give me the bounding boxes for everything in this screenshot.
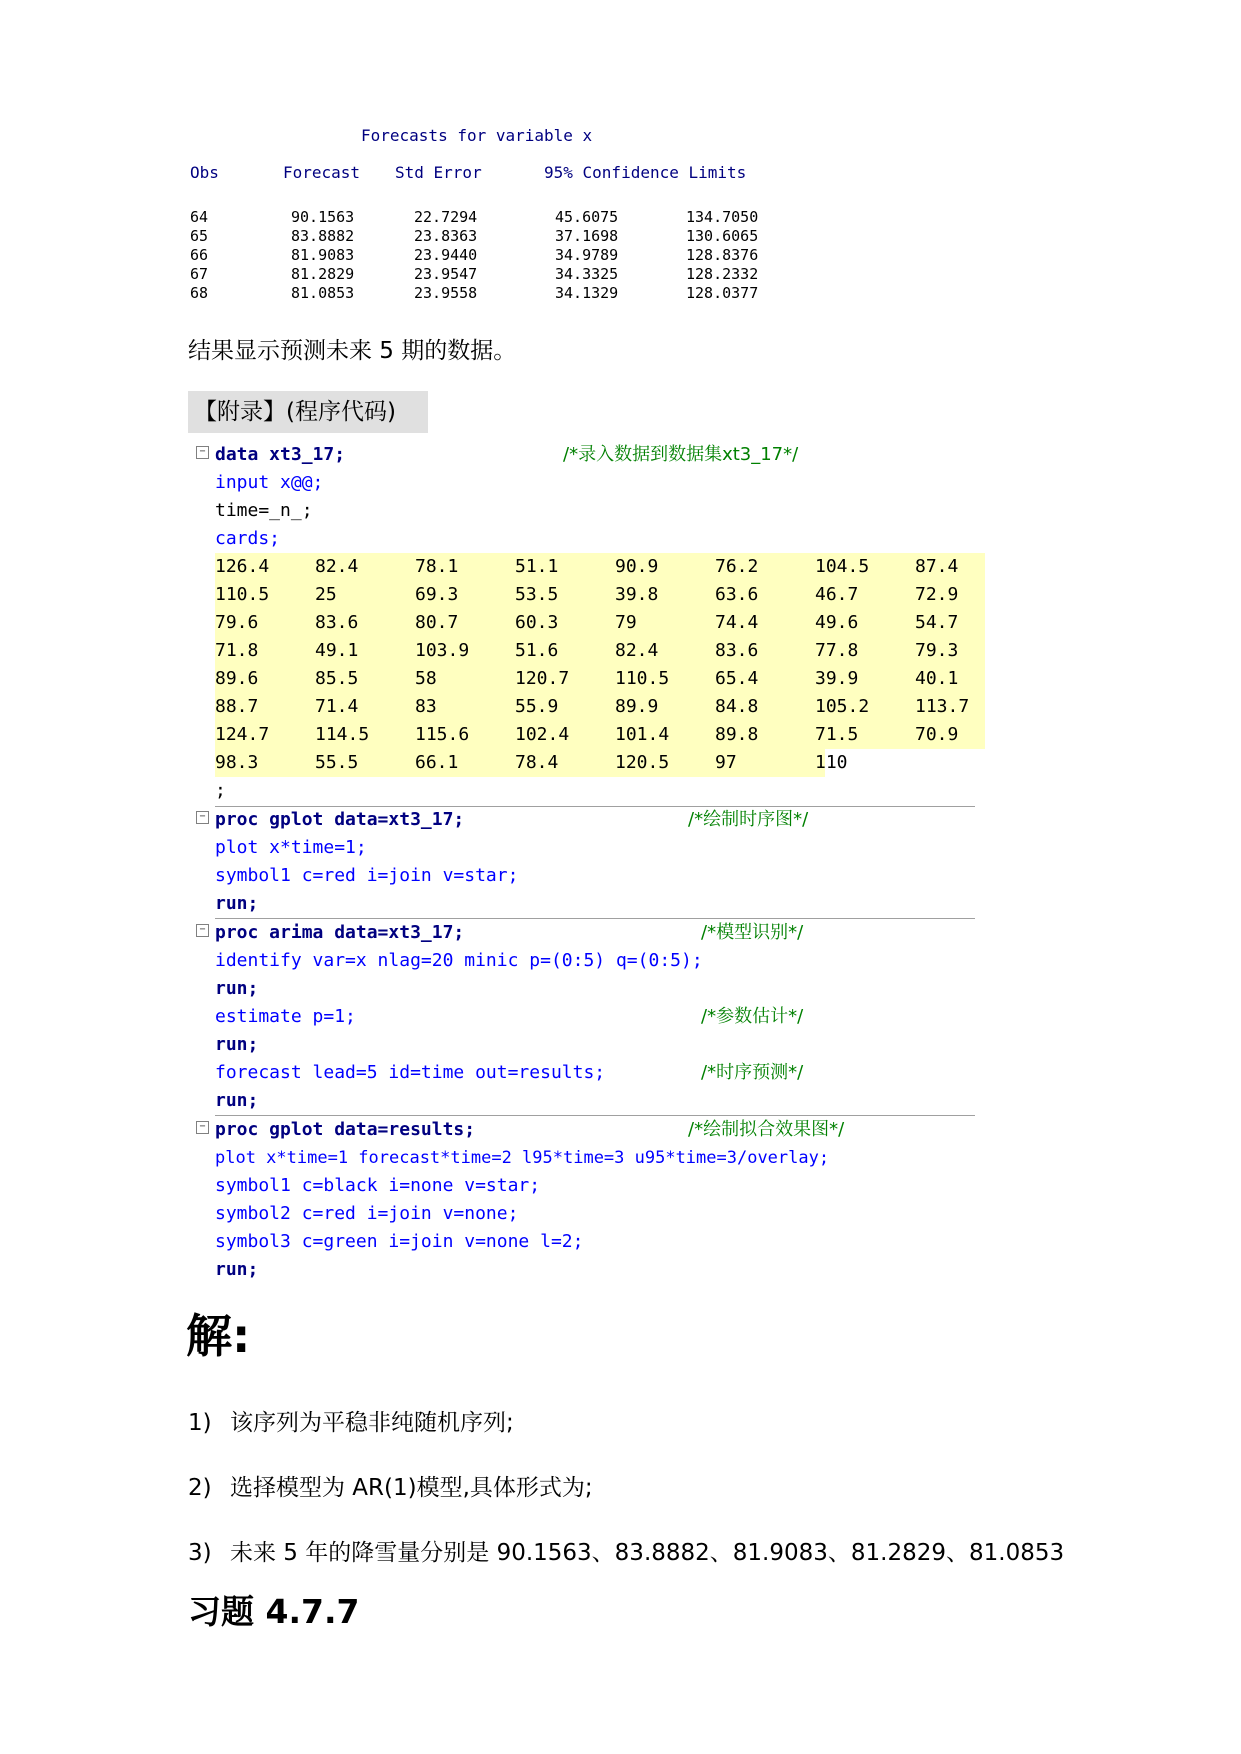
code-line: time=_n_; xyxy=(215,500,313,521)
data-value: 25 xyxy=(315,584,337,605)
data-value: 39.8 xyxy=(615,584,659,605)
answer-text: 选择模型为 AR(1)模型,具体形式为; xyxy=(230,1475,593,1501)
data-value: 71.8 xyxy=(215,640,259,661)
data-value: 78.1 xyxy=(415,556,459,577)
code-line: symbol1 c=black i=none v=star; xyxy=(215,1175,541,1196)
data-line xyxy=(215,581,985,609)
header-std-error: Std Error xyxy=(395,163,482,182)
forecast-cell: 34.3325 xyxy=(555,265,619,283)
data-value: 63.6 xyxy=(715,584,759,605)
forecast-cell: 81.9083 xyxy=(291,246,355,264)
data-value: 89.9 xyxy=(615,696,659,717)
header-confidence-limits: 95% Confidence Limits xyxy=(544,163,747,182)
forecast-cell: 65 xyxy=(190,227,209,245)
data-value: 71.5 xyxy=(815,724,859,745)
data-value: 83.6 xyxy=(715,640,759,661)
code-comment: /*绘制时序图*/ xyxy=(688,809,809,830)
code-comment: /*录入数据到数据集xt3_17*/ xyxy=(563,444,799,465)
forecast-title: Forecasts for variable x xyxy=(361,126,593,145)
forecast-cell: 64 xyxy=(190,208,209,226)
data-value: 79 xyxy=(615,612,637,633)
code-line: run; xyxy=(215,893,259,914)
forecast-cell: 128.8376 xyxy=(686,246,759,264)
data-value: 39.9 xyxy=(815,668,859,689)
code-line: symbol3 c=green i=join v=none l=2; xyxy=(215,1231,584,1252)
data-value: 102.4 xyxy=(515,724,570,745)
data-line xyxy=(215,637,985,665)
data-value: 98.3 xyxy=(215,752,259,773)
data-value: 114.5 xyxy=(315,724,370,745)
data-value: 70.9 xyxy=(915,724,959,745)
answer-number: 1) xyxy=(188,1410,212,1436)
data-value: 113.7 xyxy=(915,696,970,717)
data-value: 71.4 xyxy=(315,696,359,717)
forecast-cell: 23.9440 xyxy=(414,246,478,264)
fold-toggle-icon[interactable]: − xyxy=(196,1121,209,1134)
data-value: 51.6 xyxy=(515,640,559,661)
data-value: 82.4 xyxy=(615,640,659,661)
data-value: 97 xyxy=(715,752,737,773)
next-section-heading: 习题 4.7.7 xyxy=(188,1592,360,1631)
data-line xyxy=(215,609,985,637)
forecast-cell: 128.2332 xyxy=(686,265,759,283)
forecast-cell: 37.1698 xyxy=(555,227,619,245)
forecast-cell: 81.0853 xyxy=(291,284,355,302)
data-value: 49.6 xyxy=(815,612,859,633)
data-value: 40.1 xyxy=(915,668,959,689)
data-line xyxy=(215,721,985,749)
data-value: 90.9 xyxy=(615,556,659,577)
forecast-cell: 67 xyxy=(190,265,209,283)
data-value: 76.2 xyxy=(715,556,759,577)
forecast-cell: 81.2829 xyxy=(291,265,355,283)
code-line: input x@@; xyxy=(215,472,324,493)
result-text: 结果显示预测未来 5 期的数据。 xyxy=(188,338,517,364)
data-value: 82.4 xyxy=(315,556,359,577)
data-value: 89.8 xyxy=(715,724,759,745)
code-line: run; xyxy=(215,1090,259,1111)
forecast-cell: 130.6065 xyxy=(686,227,759,245)
code-line: symbol1 c=red i=join v=star; xyxy=(215,865,519,886)
data-line xyxy=(215,749,848,777)
forecast-cell: 128.0377 xyxy=(686,284,759,302)
data-value: 104.5 xyxy=(815,556,870,577)
data-value: 85.5 xyxy=(315,668,359,689)
code-line: proc gplot data=results; xyxy=(215,1119,476,1140)
code-line: plot x*time=1 forecast*time=2 l95*time=3 u95*time=3/overlay; xyxy=(215,1148,830,1168)
code-line: estimate p=1; xyxy=(215,1006,356,1027)
data-value: 72.9 xyxy=(915,584,959,605)
code-comment: /*时序预测*/ xyxy=(701,1062,804,1083)
data-value: 65.4 xyxy=(715,668,759,689)
data-value: 79.6 xyxy=(215,612,259,633)
data-value: 77.8 xyxy=(815,640,859,661)
forecast-cell: 66 xyxy=(190,246,209,264)
data-value: 78.4 xyxy=(515,752,559,773)
forecast-cell: 83.8882 xyxy=(291,227,355,245)
data-value: 54.7 xyxy=(915,612,959,633)
data-value: 120.7 xyxy=(515,668,570,689)
code-comment: /*模型识别*/ xyxy=(701,922,804,943)
forecast-cell: 22.7294 xyxy=(414,208,478,226)
header-forecast: Forecast xyxy=(283,163,361,182)
data-value: 124.7 xyxy=(215,724,270,745)
data-value: 79.3 xyxy=(915,640,959,661)
code-line: run; xyxy=(215,1034,259,1055)
code-line: proc arima data=xt3_17; xyxy=(215,922,465,943)
data-line xyxy=(215,693,985,721)
data-value: 55.5 xyxy=(315,752,359,773)
code-line: ; xyxy=(215,780,226,801)
data-value: 55.9 xyxy=(515,696,559,717)
answer-number: 3) xyxy=(188,1540,212,1566)
appendix-label: 【附录】(程序代码) xyxy=(188,391,428,433)
data-value: 58 xyxy=(415,668,437,689)
data-value: 110.5 xyxy=(615,668,670,689)
code-line: plot x*time=1; xyxy=(215,837,367,858)
answer-number: 2) xyxy=(188,1475,212,1501)
data-value: 66.1 xyxy=(415,752,459,773)
data-value: 80.7 xyxy=(415,612,459,633)
fold-toggle-icon[interactable]: − xyxy=(196,924,209,937)
code-line: run; xyxy=(215,978,259,999)
data-value: 115.6 xyxy=(415,724,470,745)
data-value: 69.3 xyxy=(415,584,459,605)
data-value: 83.6 xyxy=(315,612,359,633)
data-value: 74.4 xyxy=(715,612,759,633)
code-line: identify var=x nlag=20 minic p=(0:5) q=(0:5); xyxy=(215,950,703,971)
data-value: 53.5 xyxy=(515,584,559,605)
code-line: data xt3_17; xyxy=(215,444,346,465)
answer-1 xyxy=(188,1404,514,1437)
answer-text: 未来 5 年的降雪量分别是 90.1563、83.8882、81.9083、81.2829、81.0853 xyxy=(230,1540,1065,1566)
code-line: run; xyxy=(215,1259,259,1280)
data-value: 101.4 xyxy=(615,724,670,745)
data-value: 110 xyxy=(815,752,848,773)
data-value: 83 xyxy=(415,696,437,717)
answer-3 xyxy=(188,1534,1064,1567)
code-comment: /*绘制拟合效果图*/ xyxy=(688,1119,845,1140)
forecast-cell: 34.9789 xyxy=(555,246,619,264)
code-comment: /*参数估计*/ xyxy=(701,1006,804,1027)
data-value: 89.6 xyxy=(215,668,259,689)
data-value: 60.3 xyxy=(515,612,559,633)
data-value: 87.4 xyxy=(915,556,959,577)
answer-2 xyxy=(188,1469,593,1502)
data-value: 110.5 xyxy=(215,584,270,605)
data-value: 51.1 xyxy=(515,556,559,577)
code-line: cards; xyxy=(215,528,281,549)
data-line xyxy=(215,665,985,693)
fold-toggle-icon[interactable]: − xyxy=(196,811,209,824)
data-value: 103.9 xyxy=(415,640,470,661)
forecast-cell: 68 xyxy=(190,284,209,302)
code-line: proc gplot data=xt3_17; xyxy=(215,809,465,830)
solution-heading: 解: xyxy=(186,1309,251,1363)
forecast-cell: 23.9558 xyxy=(414,284,478,302)
data-value: 105.2 xyxy=(815,696,870,717)
data-value: 126.4 xyxy=(215,556,270,577)
data-value: 120.5 xyxy=(615,752,670,773)
forecast-cell: 134.7050 xyxy=(686,208,759,226)
header-obs: Obs xyxy=(190,163,219,182)
data-line xyxy=(215,553,985,581)
forecast-cell: 90.1563 xyxy=(291,208,355,226)
data-value: 46.7 xyxy=(815,584,859,605)
data-value: 88.7 xyxy=(215,696,259,717)
forecast-cell: 45.6075 xyxy=(555,208,619,226)
data-value: 84.8 xyxy=(715,696,759,717)
code-line: symbol2 c=red i=join v=none; xyxy=(215,1203,519,1224)
code-line: forecast lead=5 id=time out=results; xyxy=(215,1062,606,1083)
forecast-cell: 23.8363 xyxy=(414,227,478,245)
forecast-cell: 23.9547 xyxy=(414,265,478,283)
data-value: 49.1 xyxy=(315,640,359,661)
fold-toggle-icon[interactable]: − xyxy=(196,446,209,459)
answer-text: 该序列为平稳非纯随机序列; xyxy=(230,1410,514,1436)
forecast-cell: 34.1329 xyxy=(555,284,619,302)
